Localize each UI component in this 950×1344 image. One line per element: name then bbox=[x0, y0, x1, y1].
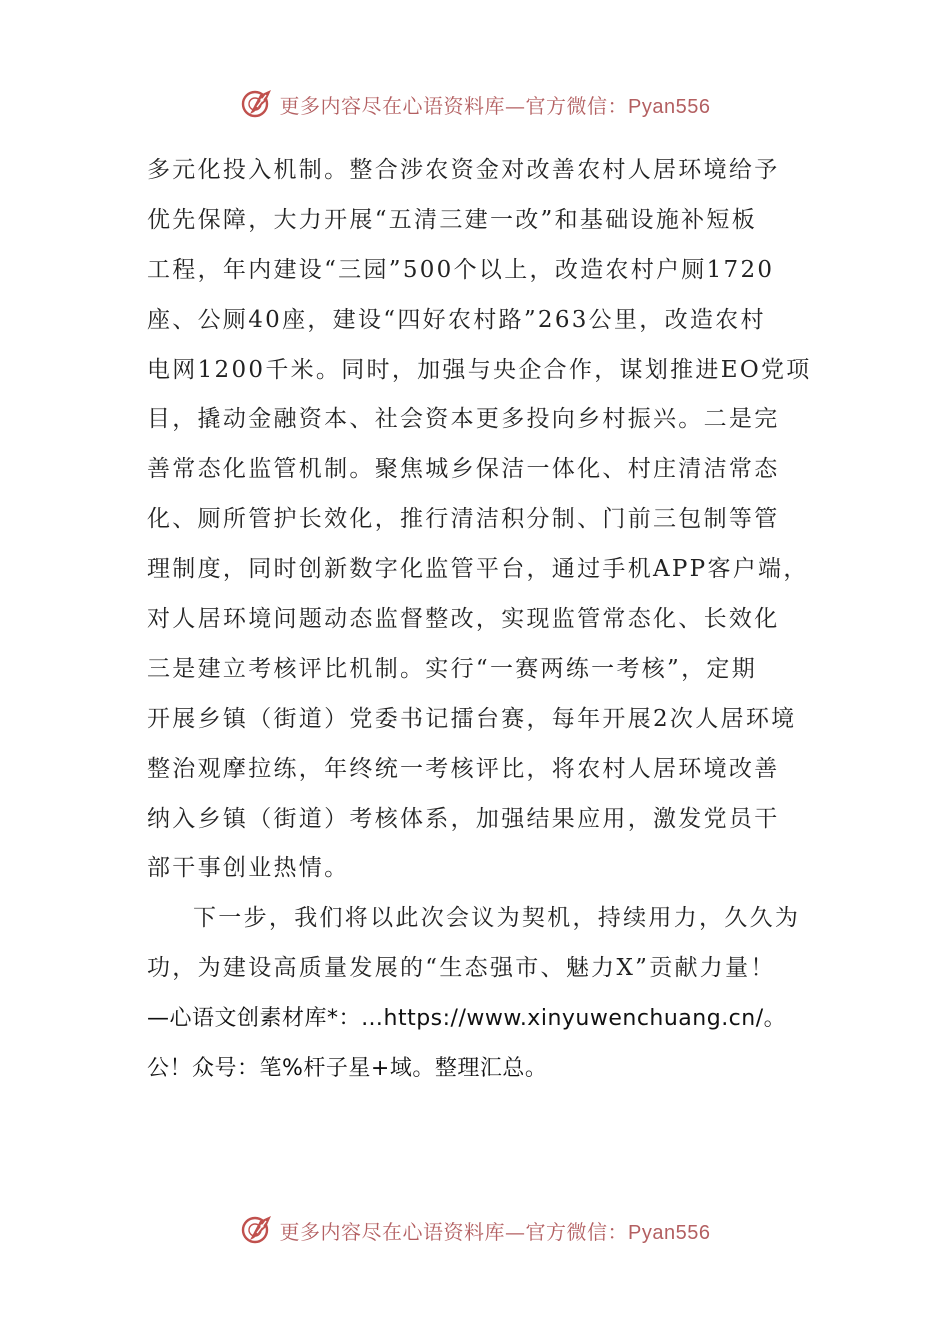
watermark-line-source: —心语文创素材库*：…https://www.xinyuwenchuang.cn/。 bbox=[147, 1006, 787, 1032]
footer-banner-text bbox=[280, 1216, 711, 1245]
header-site-text: 更多内容尽在心语资料库—官方微信： bbox=[279, 93, 629, 118]
watermark-line-account: 公！众号：笔%杆子星+域。整理汇总。 bbox=[147, 1056, 548, 1082]
body-line: 开展乡镇（街道）党委书记擂台赛，每年开展2次人居环境 bbox=[147, 705, 797, 732]
body-line: 多元化投入机制。整合涉农资金对改善农村人居环境给予 bbox=[147, 157, 780, 183]
body-line: 理制度，同时创新数字化监管平台，通过手机APP客户端， bbox=[147, 556, 809, 583]
header-banner-inner bbox=[240, 87, 711, 121]
footer-banner-inner bbox=[240, 1213, 711, 1247]
body-line: 整治观摩拉练，年终统一考核评比，将农村人居环境改善 bbox=[147, 755, 780, 782]
body-line: 工程，年内建设“三园”500个以上，改造农村户厕1720 bbox=[147, 256, 775, 283]
header-banner-text bbox=[280, 90, 711, 119]
body-line-paragraph-start: 下一步，我们将以此次会议为契机，持续用力，久久为 bbox=[193, 905, 801, 932]
footer-wechat-id: Pyan556 bbox=[628, 1221, 711, 1244]
body-line: 优先保障，大力开展“五清三建一改”和基础设施补短板 bbox=[147, 206, 758, 233]
body-line: 三是建立考核评比机制。实行“一赛两练一考核”，定期 bbox=[147, 655, 758, 682]
pen-nib-logo-icon bbox=[240, 1213, 274, 1247]
body-line: 部干事创业热情。 bbox=[147, 855, 350, 882]
body-line: 纳入乡镇（街道）考核体系，加强结果应用，激发党员干 bbox=[147, 805, 780, 832]
body-line: 功，为建设高质量发展的“生态强市、魅力X”贡献力量！ bbox=[147, 955, 776, 982]
body-line: 目，撬动金融资本、社会资本更多投向乡村振兴。二是完 bbox=[147, 406, 780, 433]
footer-site-text: 更多内容尽在心语资料库—官方微信： bbox=[279, 1219, 629, 1244]
footer-banner bbox=[0, 1210, 950, 1250]
document-body bbox=[147, 146, 812, 1094]
body-line: 化、厕所管护长效化，推行清洁积分制、门前三包制等管 bbox=[147, 506, 780, 533]
body-line: 电网1200千米。同时，加强与央企合作，谋划推进EO党项 bbox=[147, 356, 812, 383]
header-wechat-id: Pyan556 bbox=[628, 95, 711, 118]
body-line: 座、公厕40座，建设“四好农村路”263公里，改造农村 bbox=[147, 306, 766, 333]
body-line: 对人居环境问题动态监督整改，实现监管常态化、长效化 bbox=[147, 606, 780, 633]
pen-nib-logo-icon bbox=[240, 87, 274, 121]
body-line: 善常态化监管机制。聚焦城乡保洁一体化、村庄清洁常态 bbox=[147, 456, 780, 483]
header-banner bbox=[0, 84, 950, 124]
